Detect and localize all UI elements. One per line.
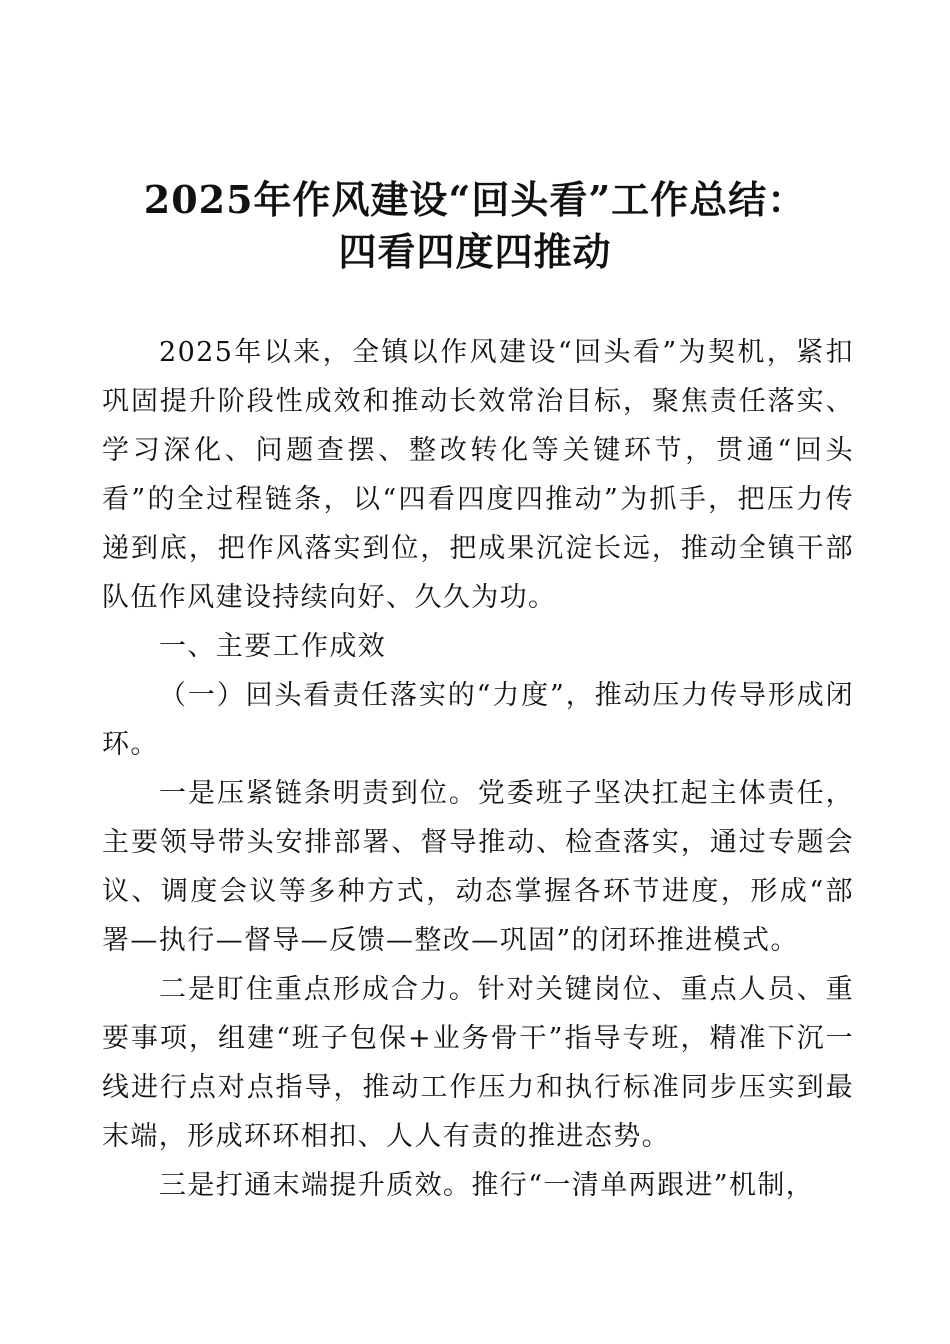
document-body [102, 328, 854, 1210]
subsection-heading: （一）回头看责任落实的“力度”，推动压力传导形成闭环。 [102, 680, 854, 760]
body-paragraph: 一是压紧链条明责到位。党委班子坚决扛起主体责任，主要领导带头安排部署、督导推动、检查落实，通过专题会议、调度会议等多种方式，动态掌握各环节进度，形成“部署—执行—督导—反馈—整改—巩固”的闭环推进模式。 [102, 778, 854, 956]
section-heading: 一、主要工作成效 [159, 631, 387, 662]
document-title-line-2: 四看四度四推动 [338, 229, 612, 274]
body-paragraph: 三是打通末端提升质效。推行“一清单两跟进”机制， [159, 1170, 815, 1201]
document-title-line-1: 2025年作风建设“回头看”工作总结： [143, 177, 807, 222]
intro-paragraph: 2025年以来，全镇以作风建设“回头看”为契机，紧扣巩固提升阶段性成效和推动长效常治目标，聚焦责任落实、学习深化、问题查摆、整改转化等关键环节，贯通“回头看”的全过程链条，以“四看四度四推动”为抓手，把压力传递到底，把作风落实到位，把成果沉淀长远，推动全镇干部队伍作风建设持续向好、久久为功。 [102, 337, 854, 613]
body-paragraph: 二是盯住重点形成合力。针对关键岗位、重点人员、重要事项，组建“班子包保+业务骨干”指导专班，精准下沉一线进行点对点指导，推动工作压力和执行标准同步压实到最末端，形成环环相扣、人人有责的推进态势。 [102, 974, 854, 1152]
